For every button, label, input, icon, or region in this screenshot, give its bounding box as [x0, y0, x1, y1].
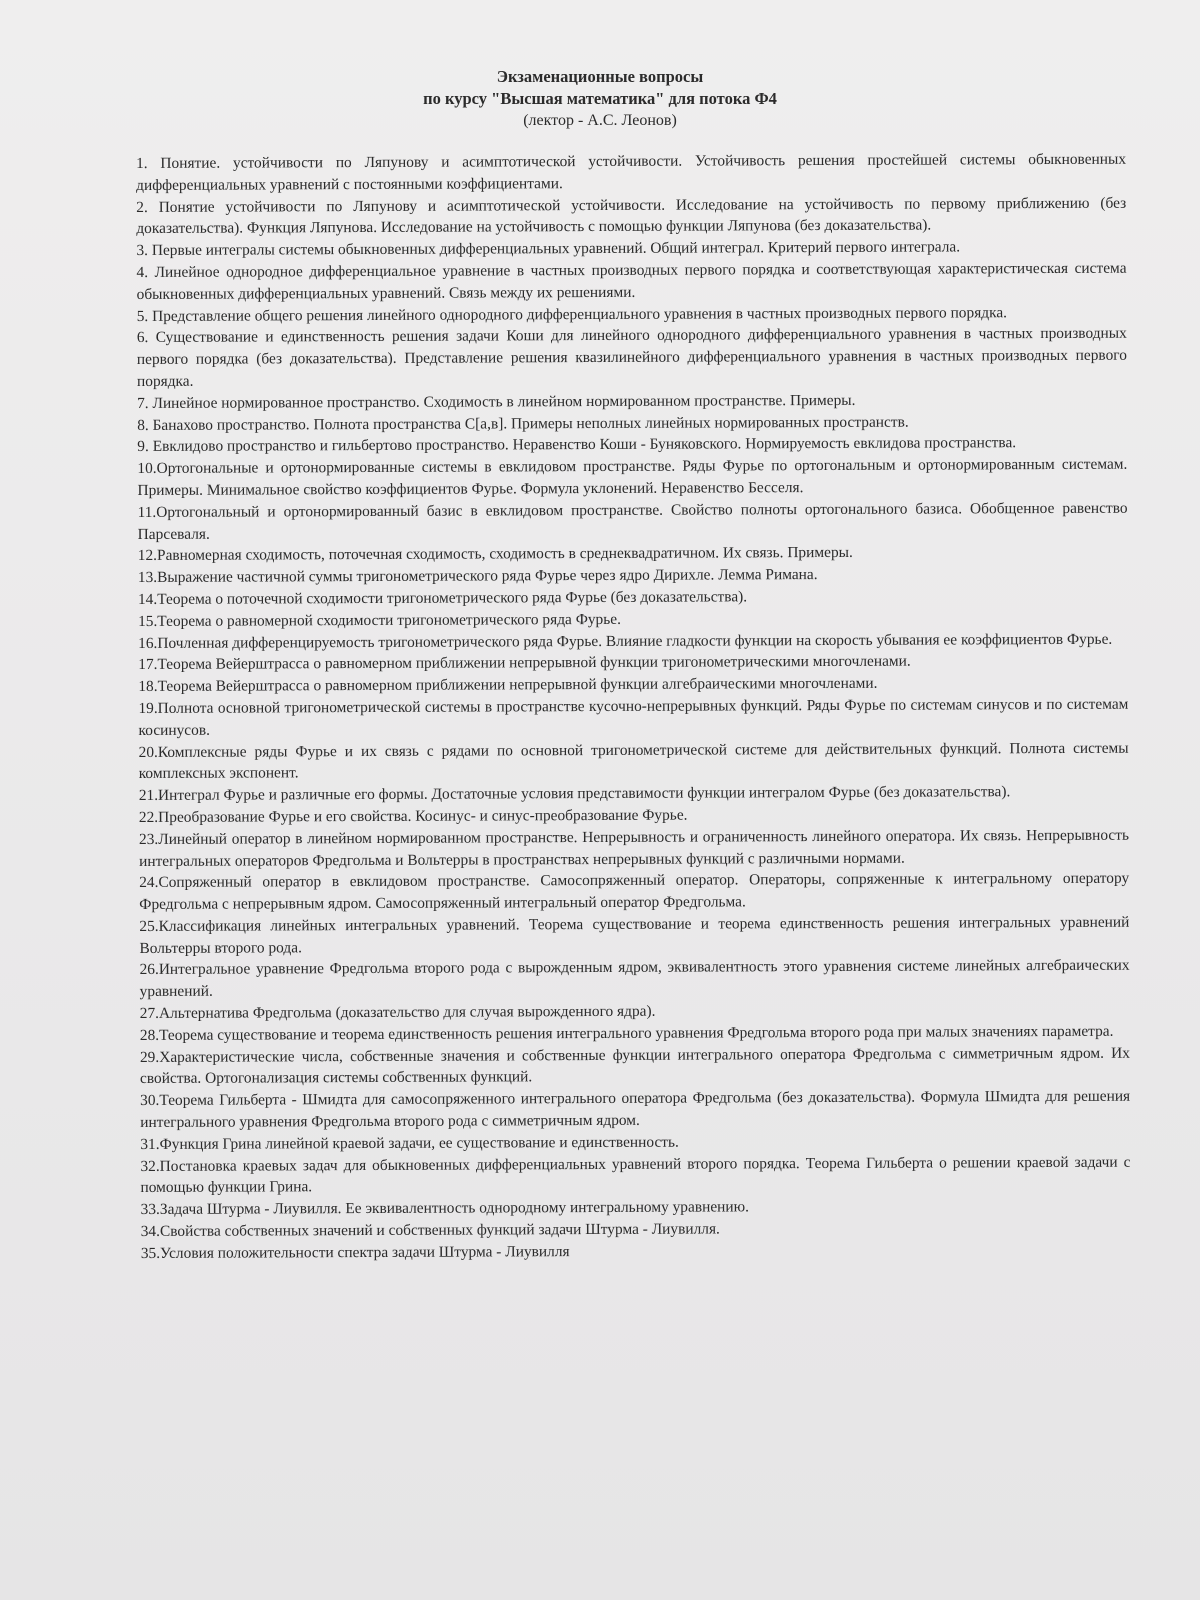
question-item: 30.Теорема Гильберта - Шмидта для самосопряженного интегрального оператора Фредгольма (без доказательства). Формула Шмидта для решения интегрального уравнения Фредгольма второго рода с симметричным ядром. — [140, 1087, 1131, 1132]
question-item: 16.Почленная дифференцируемость тригонометрического ряда Фурье. Влияние гладкости функции на скорость убывания ее коэффициентов Фурье. — [138, 630, 1113, 652]
question-item: 4. Линейное однородное дифференциальное уравнение в частных производных первого порядка и соответствующая характеристическая система обыкновенных дифференциальных уравнений. Связь между их решениями. — [136, 259, 1127, 303]
question-item: 5. Представление общего решения линейного однородного дифференциального уравнения в частных производных первого порядка. — [136, 303, 1008, 325]
question-item: 2. Понятие устойчивости по Ляпунову и асимптотической устойчивости. Исследование на устойчивость по первому приближению (без доказательства). Функция Ляпунова. Исследование на устойчивость с помощью функции Ляпунова (без доказательства). — [136, 194, 1127, 238]
question-item: 23.Линейный оператор в линейном нормированном пространстве. Непрерывность и ограниченность линейного оператора. Их связь. Непрерывность интегральных операторов Фредгольма и Вольтерры в пространствах непрерывных функций с различными нормами. — [138, 826, 1130, 870]
question-item: 13.Выражение частичной суммы тригонометрического ряда Фурье через ядро Дирихле. Лемма Римана. — [137, 566, 818, 587]
lecturer-line: (лектор - А.С. Леонов) — [523, 112, 677, 129]
question-item: 29.Характеристические числа, собственные значения и собственные функции интегрального оператора Фредгольма с симметричным ядром. Их свойства. Ортогонализация системы собственных функций. — [139, 1044, 1130, 1088]
question-item: 22.Преобразование Фурье и его свойства. Косинус- и синус-преобразование Фурье. — [138, 806, 688, 826]
question-item: 27.Альтернатива Фредгольма (доказательство для случая вырожденного ядра). — [139, 1002, 656, 1023]
question-item: 9. Евклидово пространство и гильбертово пространство. Неравенство Коши - Буняковского. Нормируемость евклидова пространства. — [137, 434, 1017, 456]
question-item: 14.Теорема о поточечной сходимости тригонометрического ряда Фурье (без доказательства). — [137, 588, 748, 608]
question-item: 3. Первые интегралы системы обыкновенных дифференциальных уравнений. Общий интеграл. Критерий первого интеграла. — [136, 238, 961, 260]
document-header — [0, 66, 1200, 132]
question-item: 24.Сопряженный оператор в евклидовом пространстве. Самосопряженный оператор. Операторы, сопряженные к интегральному оператору Фредгольма с непрерывным ядром. Самосопряженный интегральный оператор Фредгольма. — [139, 869, 1130, 914]
question-item: 7. Линейное нормированное пространство. Сходимость в линейном нормированном пространстве. Примеры. — [137, 391, 856, 412]
question-item: 34.Свойства собственных значений и собственных функций задачи Штурма - Лиувилля. — [140, 1220, 720, 1241]
question-list — [136, 149, 1131, 1265]
question-item: 31.Функция Грина линейной краевой задачи, ее существование и единственность. — [140, 1133, 679, 1153]
question-item: 21.Интеграл Фурье и различные его формы. Достаточные условия представимости функции интегралом Фурье (без доказательства). — [138, 783, 1011, 805]
course-subtitle: по курсу "Высшая математика" для потока Ф4 — [423, 89, 777, 108]
question-item: 20.Комплексные ряды Фурье и их связь с рядами по основной тригонометрической системе для действительных функций. Полнота системы комплексных экспонент. — [138, 739, 1129, 783]
question-item: 6. Существование и единственность решения задачи Коши для линейного однородного дифференциального уравнения в частных производных первого порядка (без доказательства). Представление решения квазилинейного дифференциального уравнения в частных производных первого порядка. — [136, 325, 1127, 390]
question-item: 8. Банахово пространство. Полнота пространства С[а,в]. Примеры неполных линейных нормированных пространств. — [137, 413, 909, 434]
question-item: 10.Ортогональные и ортонормированные системы в евклидовом пространстве. Ряды Фурье по ортогональным и ортонормированным системам. Примеры. Минимальное свойство коэффициентов Фурье. Формула уклонений. Неравенство Бесселя. — [137, 455, 1128, 499]
question-item: 19.Полнота основной тригонометрической системы в пространстве кусочно-непрерывных функций. Ряды Фурье по системам синусов и по системам косинусов. — [138, 695, 1129, 739]
document-title: Экзаменационные вопросы — [496, 67, 704, 86]
question-item: 17.Теорема Вейерштрасса о равномерном приближении непрерывной функции тригонометрическими многочленами. — [138, 652, 911, 674]
question-item: 18.Теорема Вейерштрасса о равномерном приближении непрерывной функции алгебраическими многочленами. — [138, 674, 878, 696]
question-item: 12.Равномерная сходимость, поточечная сходимость, сходимость в среднеквадратичном. Их связь. Примеры. — [137, 544, 853, 565]
question-item: 26.Интегральное уравнение Фредгольма второго рода с вырожденным ядром, эквивалентность этого уравнения системе линейных алгебраических уравнений. — [139, 957, 1130, 1001]
question-item: 33.Задача Штурма - Лиувилля. Ее эквивалентность однородному интегральному уравнению. — [140, 1198, 750, 1219]
question-item: 35.Условия положительности спектра задачи Штурма - Лиувилля — [140, 1242, 570, 1262]
question-item: 25.Классификация линейных интегральных уравнений. Теорема существование и теорема единственность решения интегральных уравнений Вольтерры второго рода. — [139, 913, 1130, 957]
question-item: 1. Понятие. устойчивости по Ляпунову и асимптотической устойчивости. Устойчивость решения простейшей системы обыкновенных дифференциальных уравнений с постоянными коэффициентами. — [136, 150, 1127, 194]
question-item: 15.Теорема о равномерной сходимости тригонометрического ряда Фурье. — [138, 610, 621, 630]
question-item: 28.Теорема существование и теорема единственность решения интегрального уравнения Фредгольма второго рода при малых значениях параметра. — [139, 1022, 1114, 1044]
question-item: 11.Ортогональный и ортонормированный базис в евклидовом пространстве. Свойство полноты ортогонального базиса. Обобщенное равенство Парсеваля. — [137, 499, 1128, 543]
question-item: 32.Постановка краевых задач для обыкновенных дифференциальных уравнений второго порядка. Теорема Гильберта о решении краевой задачи с помощью функции Грина. — [140, 1153, 1131, 1197]
